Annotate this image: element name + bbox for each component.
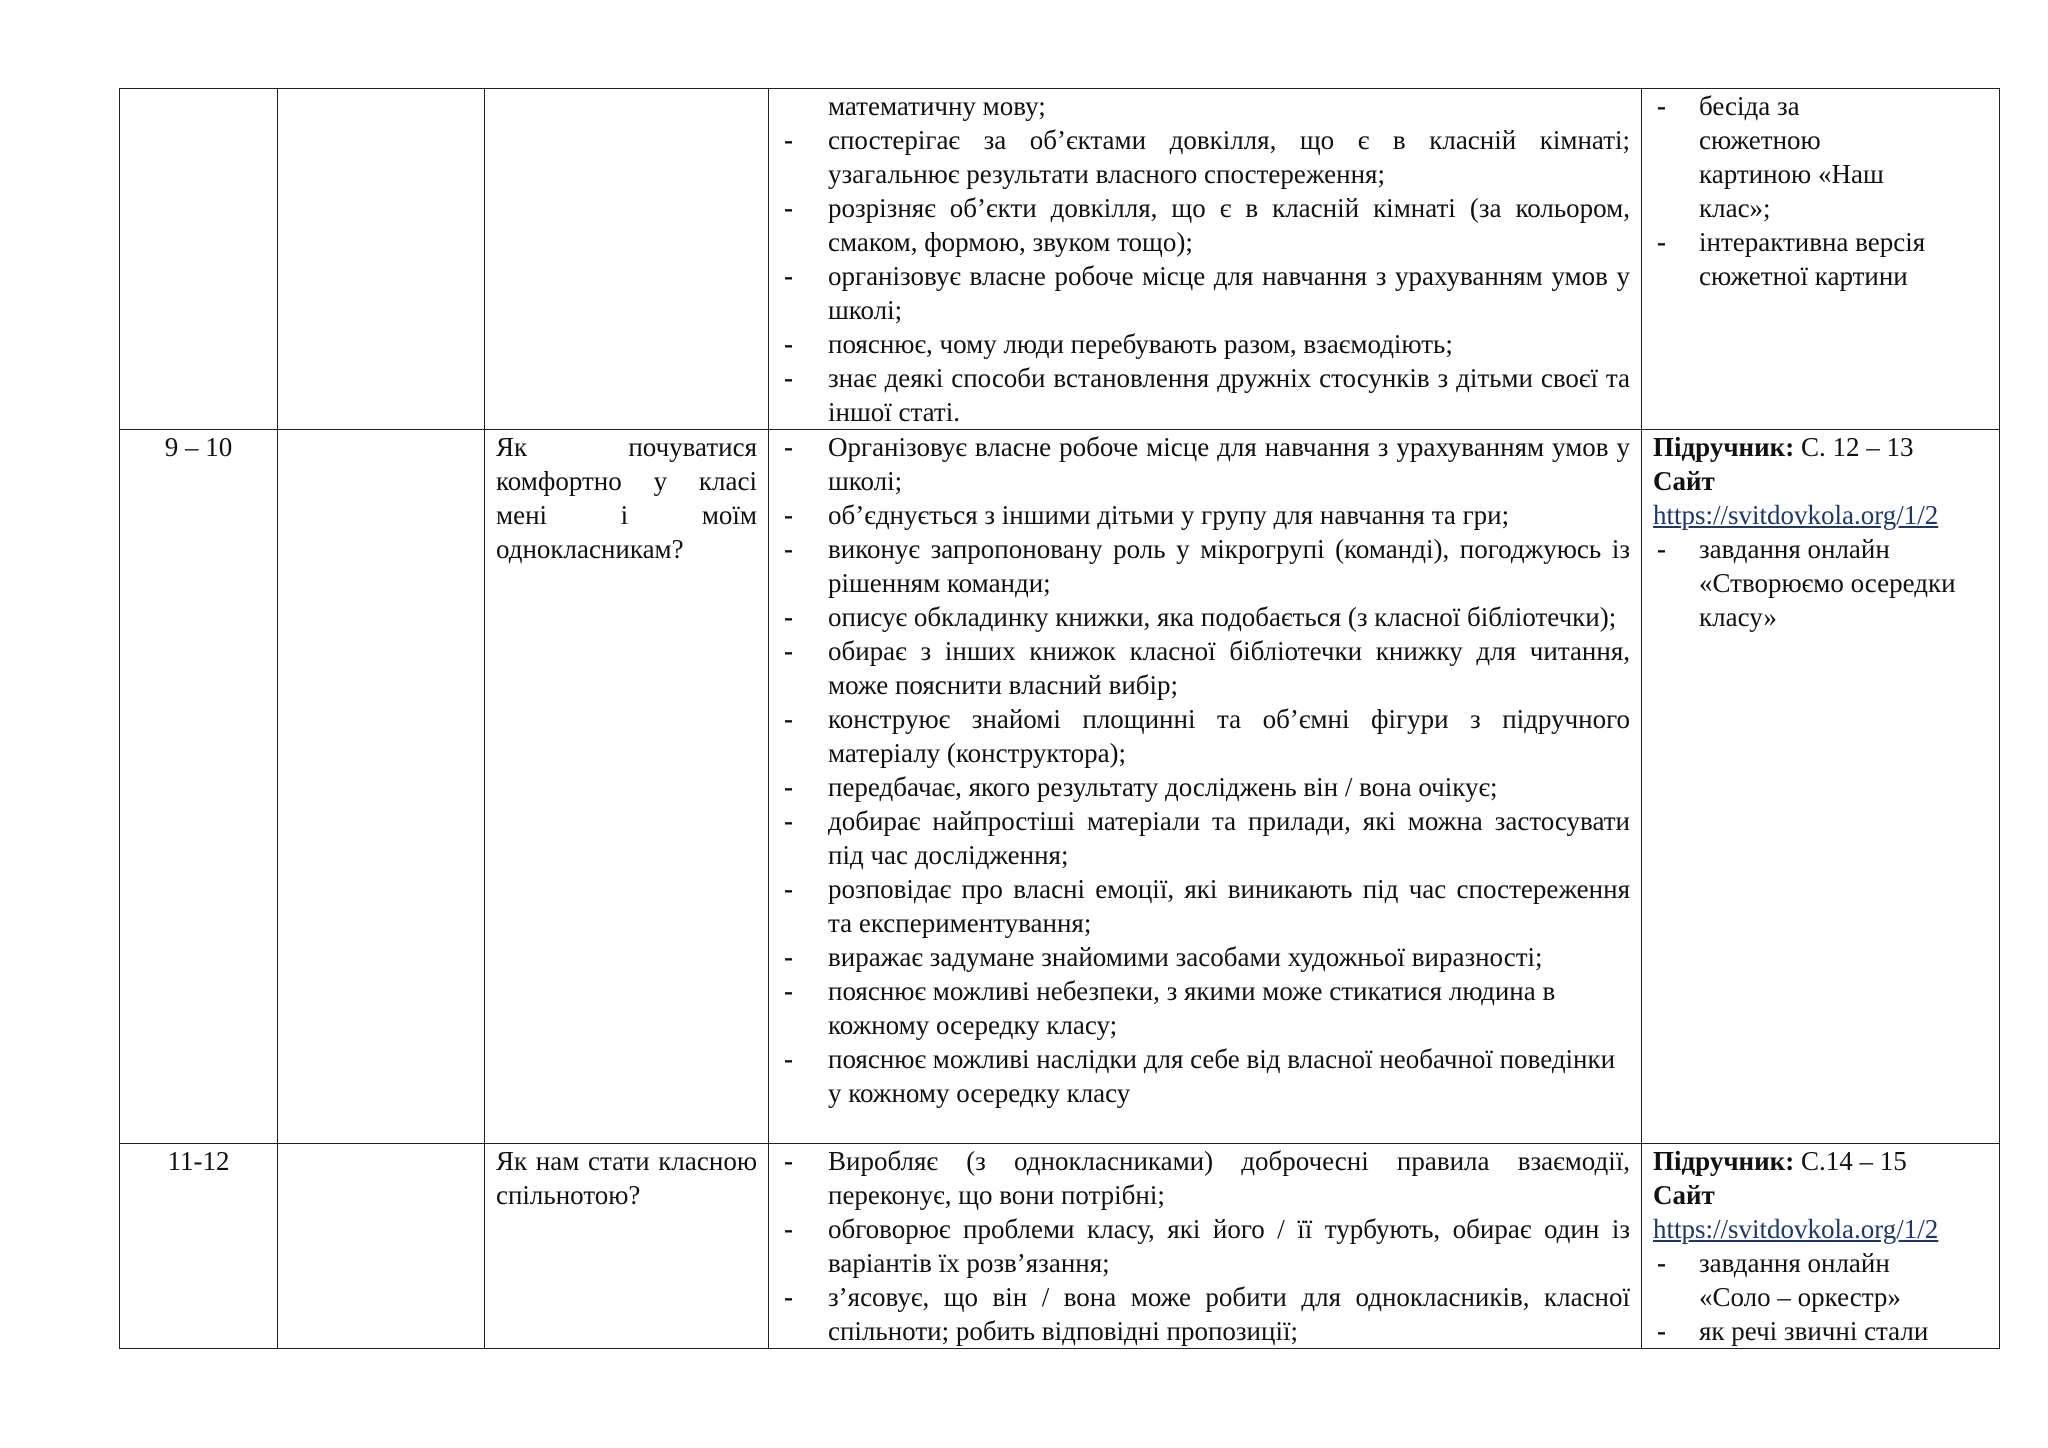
list-item: - знає деякі способи встановлення дружніх стосунків з дітьми своєї та іншої статі. [780,361,1630,429]
list-item: - завдання онлайн «Соло – оркестр» [1653,1246,1929,1314]
list-item: - добирає найпростіші матеріали та прилади, які можна застосувати під час дослідження; [780,804,1630,872]
empty-cell [278,430,485,1144]
list-item: - описує обкладинку книжки, яка подобається (з класної бібліотечки); [780,600,1630,634]
results-cell [769,430,1642,1144]
lesson-plan-table [119,88,2000,1349]
list-item: - об’єднується з іншими дітьми у групу для навчання та гри; [780,498,1630,532]
site-label: Сайт [1653,1180,1715,1210]
list-item: - бесіда за сюжетною картиною «Наш клас»; [1653,89,1899,225]
results-list [780,123,1630,429]
list-item: - розрізняє об’єкти довкілля, що є в класній кімнаті (за кольором, смаком, формою, звуком тощо); [780,191,1630,259]
list-item: - спостерігає за об’єктами довкілля, що є в класній кімнаті; узагальнює результати власного спостереження; [780,123,1630,191]
results-cell [769,89,1642,430]
lesson-number-cell: 11-12 [120,1144,278,1349]
lesson-number-cell: 9 – 10 [120,430,278,1144]
list-item: - як речі звичні стали [1653,1314,1988,1348]
site-link[interactable]: https://svitdovkola.org/1/2 [1653,1214,1939,1244]
textbook-label: Підручник: [1653,1146,1795,1176]
list-item: - з’ясовує, що він / вона може робити для однокласників, класної спільноти; робить відповідні пропозиції; [780,1280,1630,1348]
table-row [120,1144,2000,1349]
list-item: - виражає задумане знайомими засобами художньої виразності; [780,940,1630,974]
empty-cell [278,89,485,430]
results-list [780,430,1630,1110]
textbook-line [1653,430,1988,464]
topic-cell [485,89,769,430]
materials-cell [1642,89,2000,430]
list-item: - завдання онлайн «Створюємо осередки класу» [1653,532,1988,634]
lesson-number-cell [120,89,278,430]
list-item: - виконує запропоновану роль у мікрогрупі (команді), погоджуюсь із рішенням команди; [780,532,1630,600]
textbook-line [1653,1144,1988,1178]
textbook-label: Підручник: [1653,432,1795,462]
list-item: - інтерактивна версія сюжетної картини [1653,225,1939,293]
materials-cell [1642,1144,2000,1349]
list-item: - пояснює можливі небезпеки, з якими може стикатися людина в кожному осередку класу; [780,974,1630,1042]
results-cell [769,1144,1642,1349]
materials-cell [1642,430,2000,1144]
site-link[interactable]: https://svitdovkola.org/1/2 [1653,500,1939,530]
table-row [120,89,2000,430]
topic-cell: Як почуватися комфортно у класі мені і моїм однокласникам? [485,430,769,1144]
list-item: - розповідає про власні емоції, які виникають під час спостереження та експериментування; [780,872,1630,940]
list-item: - обирає з інших книжок класної бібліотечки книжку для читання, може пояснити власний вибір; [780,634,1630,702]
textbook-pages: С. 12 – 13 [1800,432,1914,462]
site-label: Сайт [1653,466,1715,496]
list-item: - конструює знайомі площинні та об’ємні фігури з підручного матеріалу (конструктора); [780,702,1630,770]
topic-cell: Як нам стати класною спільнотою? [485,1144,769,1349]
materials-list [1653,532,1988,634]
empty-cell [278,1144,485,1349]
results-list [780,1144,1630,1348]
list-item: - передбачає, якого результату досліджень він / вона очікує; [780,770,1630,804]
table-row [120,430,2000,1144]
list-item: - організовує власне робоче місце для навчання з урахуванням умов у школі; [780,259,1630,327]
textbook-pages: С.14 – 15 [1800,1146,1907,1176]
list-item: - Виробляє (з однокласниками) доброчесні правила взаємодії, переконує, що вони потрібні; [780,1144,1630,1212]
list-item: - пояснює, чому люди перебувають разом, взаємодіють; [780,327,1630,361]
materials-list [1653,89,1988,293]
list-item: - обговорює проблеми класу, які його / її турбують, обирає один із варіантів їх розв’язання; [780,1212,1630,1280]
results-continuation: математичну мову; [828,91,1046,121]
list-item: - Організовує власне робоче місце для навчання з урахуванням умов у школі; [780,430,1630,498]
list-item: - пояснює можливі наслідки для себе від власної необачної поведінки у кожному осередку класу [780,1042,1630,1110]
materials-list [1653,1246,1988,1348]
